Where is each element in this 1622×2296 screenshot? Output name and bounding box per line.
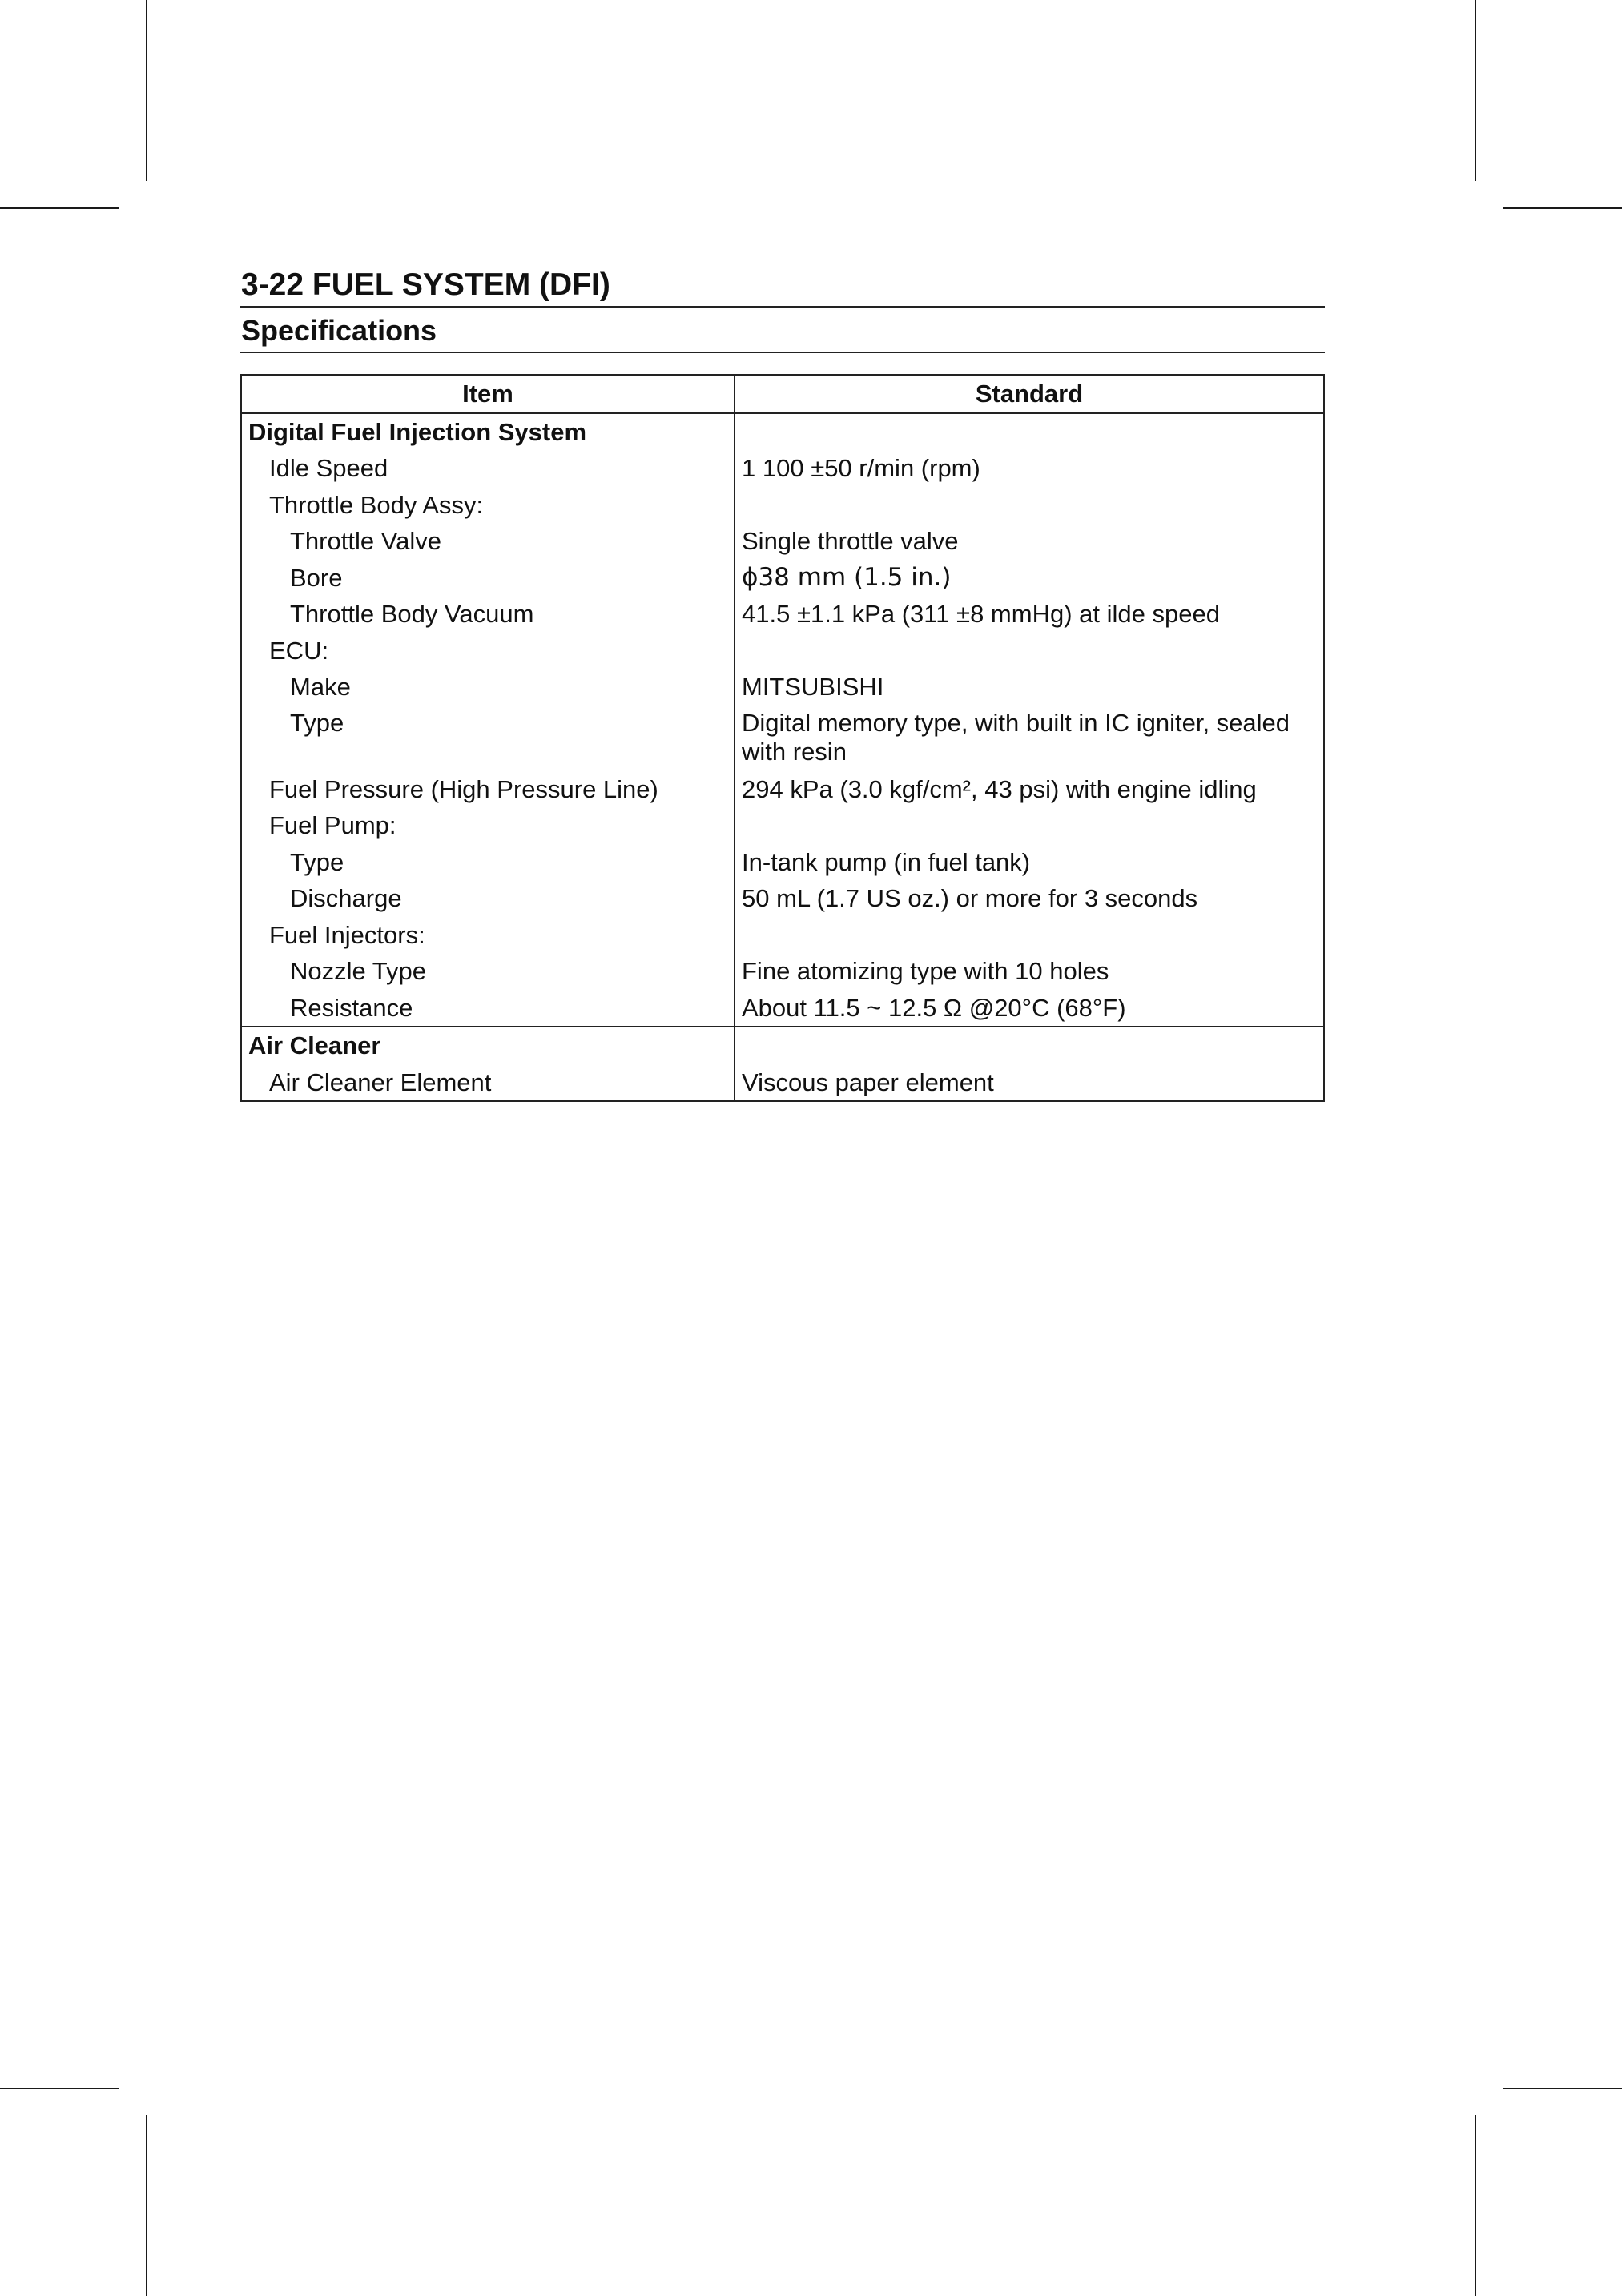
table-row [241,953,1324,990]
standard-cell [735,633,1324,669]
crop-mark-top-right-horizontal [1503,207,1622,209]
table-row [241,633,1324,669]
section-title: Specifications [241,314,437,347]
crop-mark-top-left-vertical [146,0,147,181]
crop-mark-bottom-right-vertical [1475,2115,1476,2296]
group-value-cell [735,1027,1324,1064]
standard-cell: In-tank pump (in fuel tank) [735,844,1324,881]
column-header-item: Item [241,375,735,413]
crop-mark-bottom-left-vertical [146,2115,147,2296]
crop-mark-top-right-vertical [1475,0,1476,181]
table-row [241,706,1324,771]
standard-cell [735,917,1324,954]
table-row [241,990,1324,1027]
table-row [241,450,1324,487]
standard-cell [735,807,1324,844]
item-cell: Idle Speed [241,450,735,487]
group-label: Air Cleaner [241,1027,735,1064]
table-row [241,596,1324,633]
item-cell: Resistance [241,990,735,1027]
standard-cell: About 11.5 ~ 12.5 Ω @20°C (68°F) [735,990,1324,1027]
item-cell: Type [241,844,735,881]
column-header-standard: Standard [735,375,1324,413]
item-cell: Nozzle Type [241,953,735,990]
title-rule [240,306,1325,308]
crop-mark-bottom-left-horizontal [0,2088,119,2089]
item-cell: Air Cleaner Element [241,1064,735,1102]
table-row [241,669,1324,706]
standard-cell: 50 mL (1.7 US oz.) or more for 3 seconds [735,880,1324,917]
table-row [241,917,1324,954]
standard-cell: 294 kPa (3.0 kgf/cm², 43 psi) with engine idling [735,771,1324,808]
item-cell: Fuel Pressure (High Pressure Line) [241,771,735,808]
item-cell: Fuel Pump: [241,807,735,844]
standard-cell [735,487,1324,524]
item-cell: Make [241,669,735,706]
standard-cell: Digital memory type, with built in IC igniter, sealed with resin [735,706,1324,771]
item-cell: Discharge [241,880,735,917]
item-cell: Throttle Valve [241,523,735,560]
standard-cell: 41.5 ±1.1 kPa (311 ±8 mmHg) at ilde speed [735,596,1324,633]
crop-mark-top-left-horizontal [0,207,119,209]
table-header-row [241,375,1324,413]
group-row-air-cleaner [241,1027,1324,1064]
item-cell: Throttle Body Vacuum [241,596,735,633]
table-row [241,807,1324,844]
group-value-cell [735,413,1324,451]
group-row-digital-fuel-injection [241,413,1324,451]
section-rule [240,352,1325,353]
item-cell: Fuel Injectors: [241,917,735,954]
standard-cell: 1 100 ±50 r/min (rpm) [735,450,1324,487]
group-label: Digital Fuel Injection System [241,413,735,451]
item-cell: Type [241,706,735,771]
specifications-table [240,374,1325,1102]
table-row [241,487,1324,524]
page-title: 3-22 FUEL SYSTEM (DFI) [241,267,610,302]
crop-mark-bottom-right-horizontal [1503,2088,1622,2089]
page-header [240,264,1325,353]
table-row [241,523,1324,560]
standard-cell: Single throttle valve [735,523,1324,560]
table-row [241,844,1324,881]
table-row [241,1064,1324,1102]
standard-cell: MITSUBISHI [735,669,1324,706]
standard-cell: ϕ38 mm (1.5 in.) [735,560,1324,597]
item-cell: Throttle Body Assy: [241,487,735,524]
table-row [241,560,1324,597]
standard-cell: Viscous paper element [735,1064,1324,1102]
item-cell: Bore [241,560,735,597]
item-cell: ECU: [241,633,735,669]
standard-cell: Fine atomizing type with 10 holes [735,953,1324,990]
table-row [241,880,1324,917]
table-row [241,771,1324,808]
